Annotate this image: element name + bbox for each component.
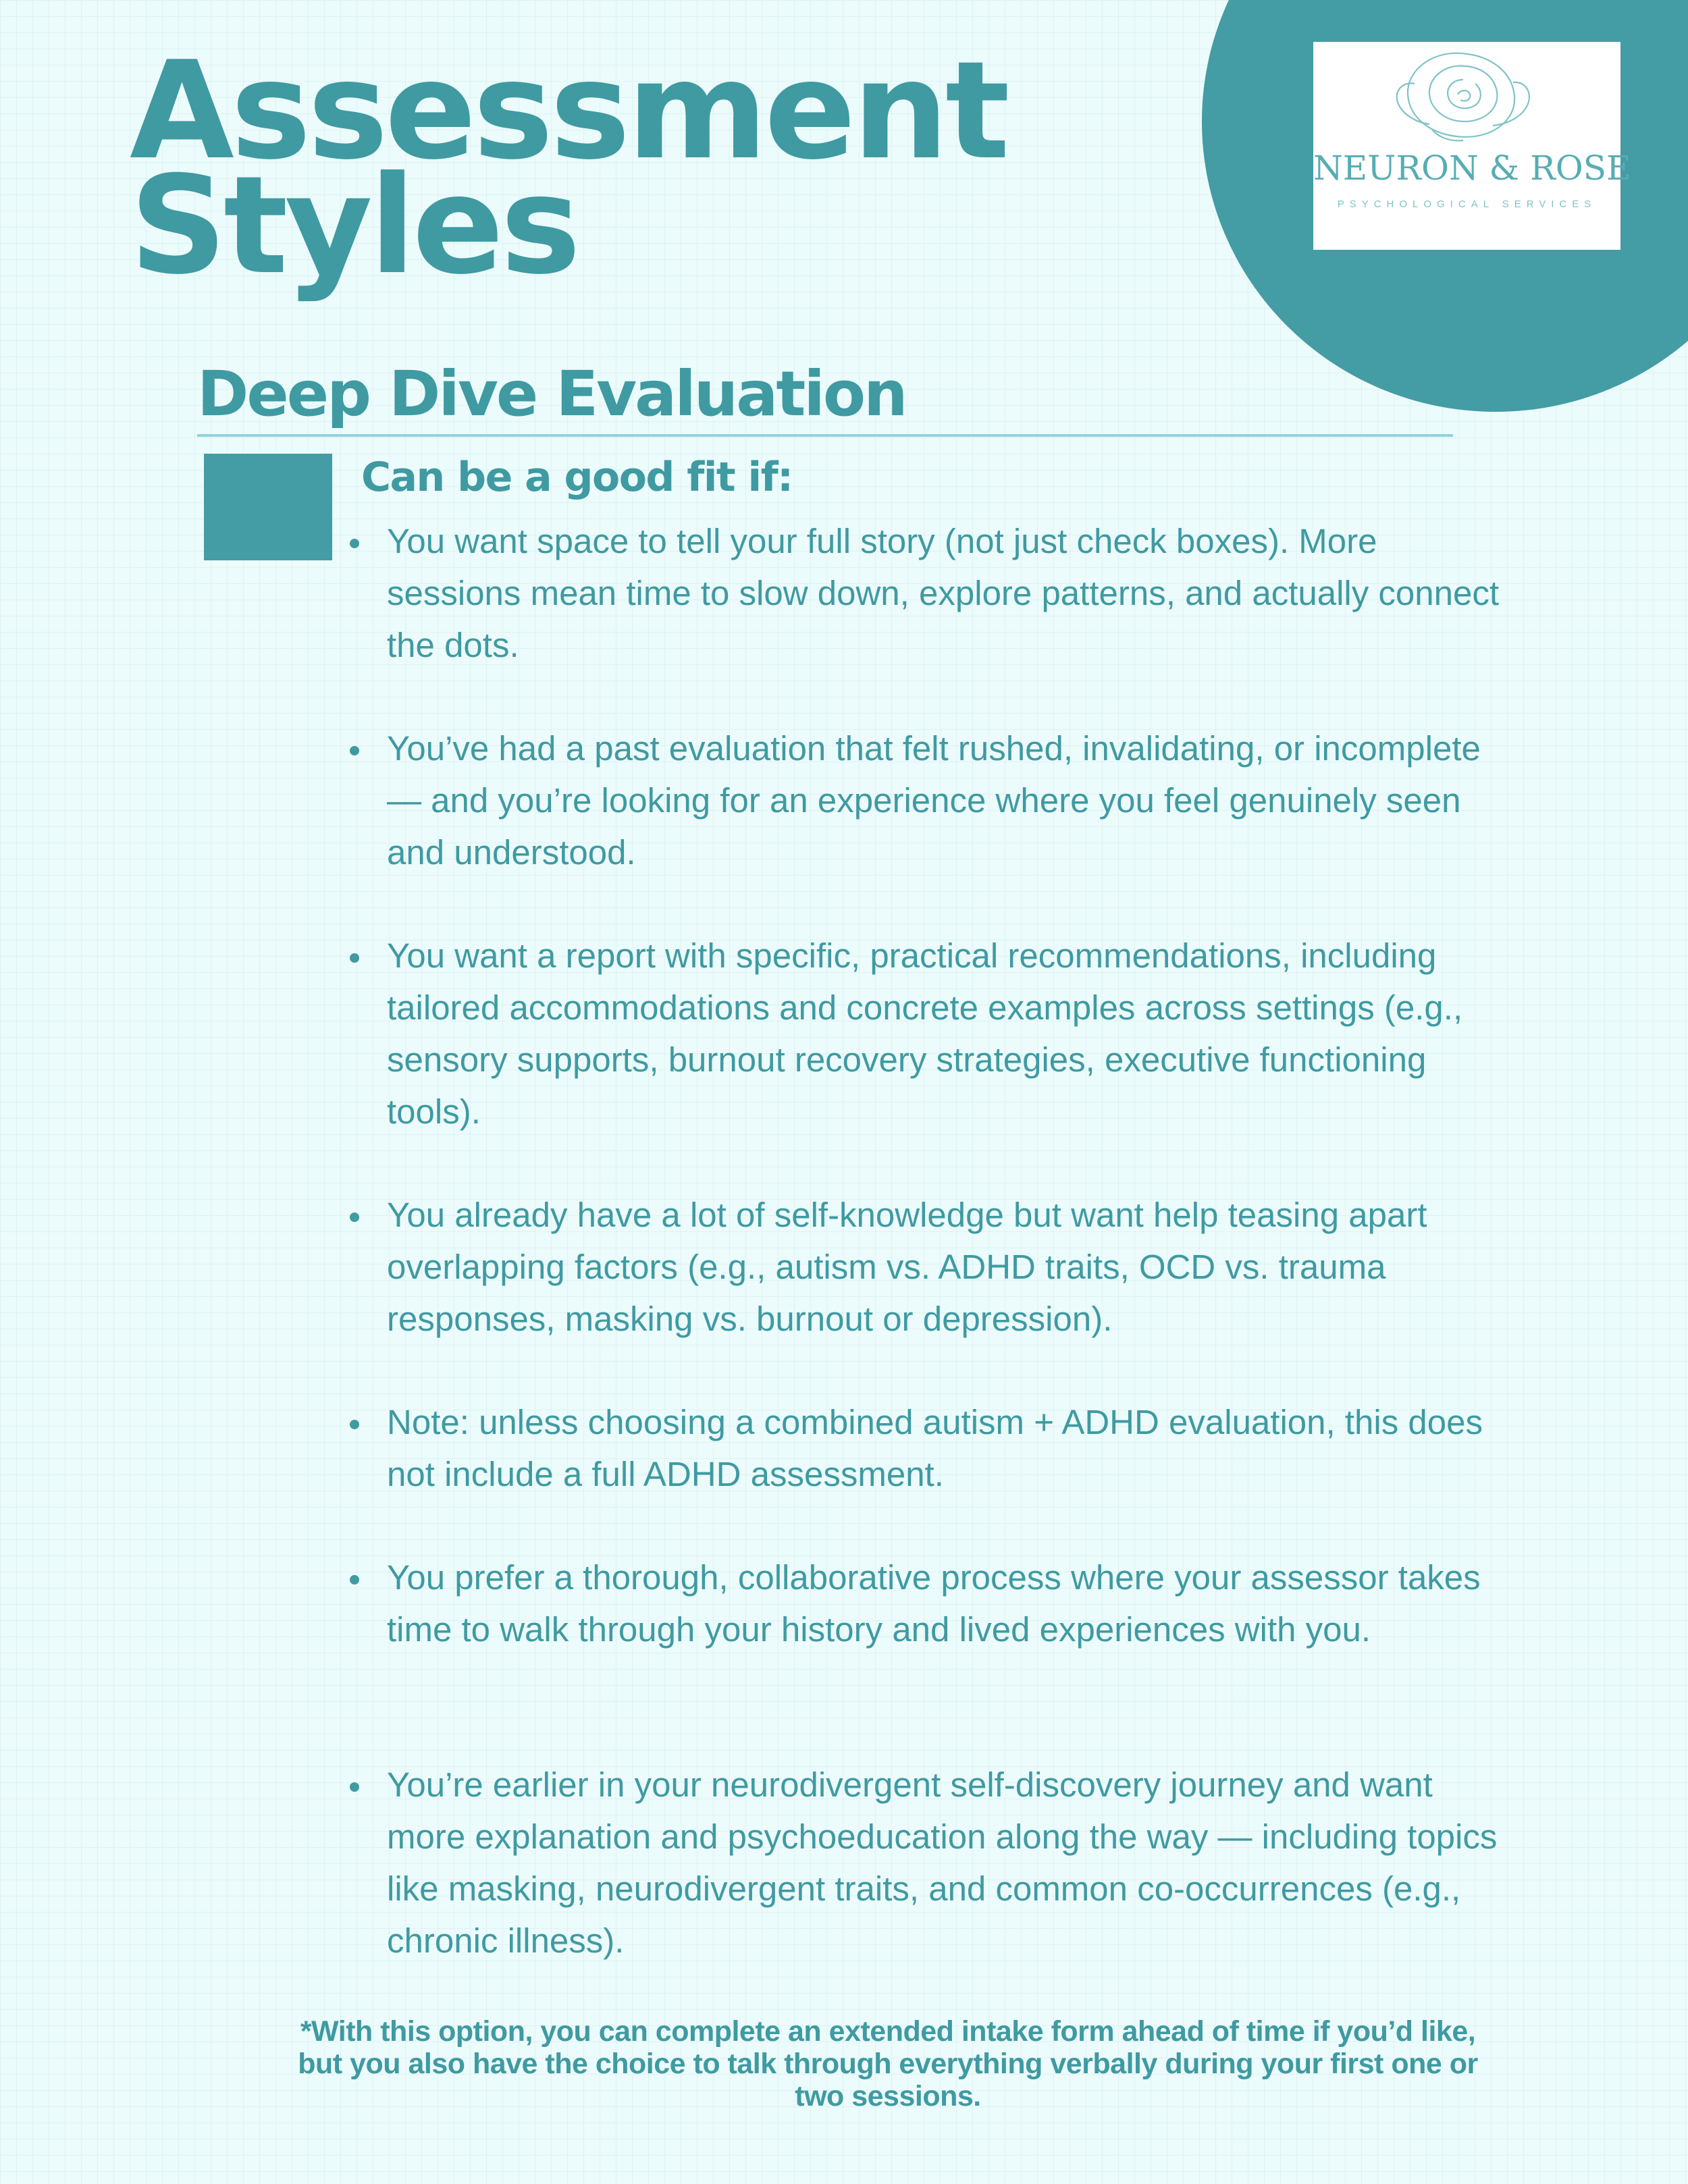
bullet-dot [350,1213,359,1222]
section-title: Deep Dive Evaluation [197,358,906,430]
bullet-dot [350,1782,359,1792]
page-title-line-2: Styles [130,147,578,304]
list-item: You want a report with specific, practical recommendations, including tailored accommodations and concrete examples across settings (e.g., sensory supports, burnout recovery strategies, executive functioning tools). [387,936,1463,1131]
page-title [130,32,1007,304]
bullet-dot [350,746,359,755]
list-item: Note: unless choosing a combined autism + ADHD evaluation, this does not include a full ADHD assessment. [387,1403,1483,1493]
bullet-dot [350,1420,359,1429]
fit-heading: Can be a good fit if: [361,454,793,501]
rose-icon [1313,42,1631,250]
list-item: You already have a lot of self-knowledge but want help teasing apart overlapping factors (e.g., autism vs. ADHD traits, OCD vs. trauma responses, masking vs. burnout or depression). [387,1196,1427,1338]
list-item: You prefer a thorough, collaborative process where your assessor takes time to walk through your history and lived experiences with you. [387,1558,1481,1649]
section-divider [197,434,1453,437]
logo-name: NEURON & ROSE [1313,149,1631,188]
list-item: You’ve had a past evaluation that felt rushed, invalidating, or incomplete — and you’re looking for an experience where you feel genuinely seen and understood. [387,729,1481,872]
bullet-dot [350,539,359,548]
accent-square [204,454,332,560]
list-item: You want space to tell your full story (not just check boxes). More sessions mean time to slow down, explore patterns, and actually connect the dots. [387,522,1500,664]
bullet-dot [350,953,359,963]
list-item: You’re earlier in your neurodivergent self-discovery journey and want more explanation and psychoeducation along the way — including topics like masking, neurodivergent traits, and common co-occurrences (e.g., chronic illness). [387,1765,1498,1960]
logo-tagline: PSYCHOLOGICAL SERVICES [1337,198,1597,210]
logo [1313,42,1631,250]
bullet-dot [350,1575,359,1584]
page-title-line-1: Assessment [130,32,1007,190]
footnote: *With this option, you can complete an extended intake form ahead of time if you’d like, but you also have the choice to talk through everything verbally during your first one or two sessions. [298,2015,1478,2112]
